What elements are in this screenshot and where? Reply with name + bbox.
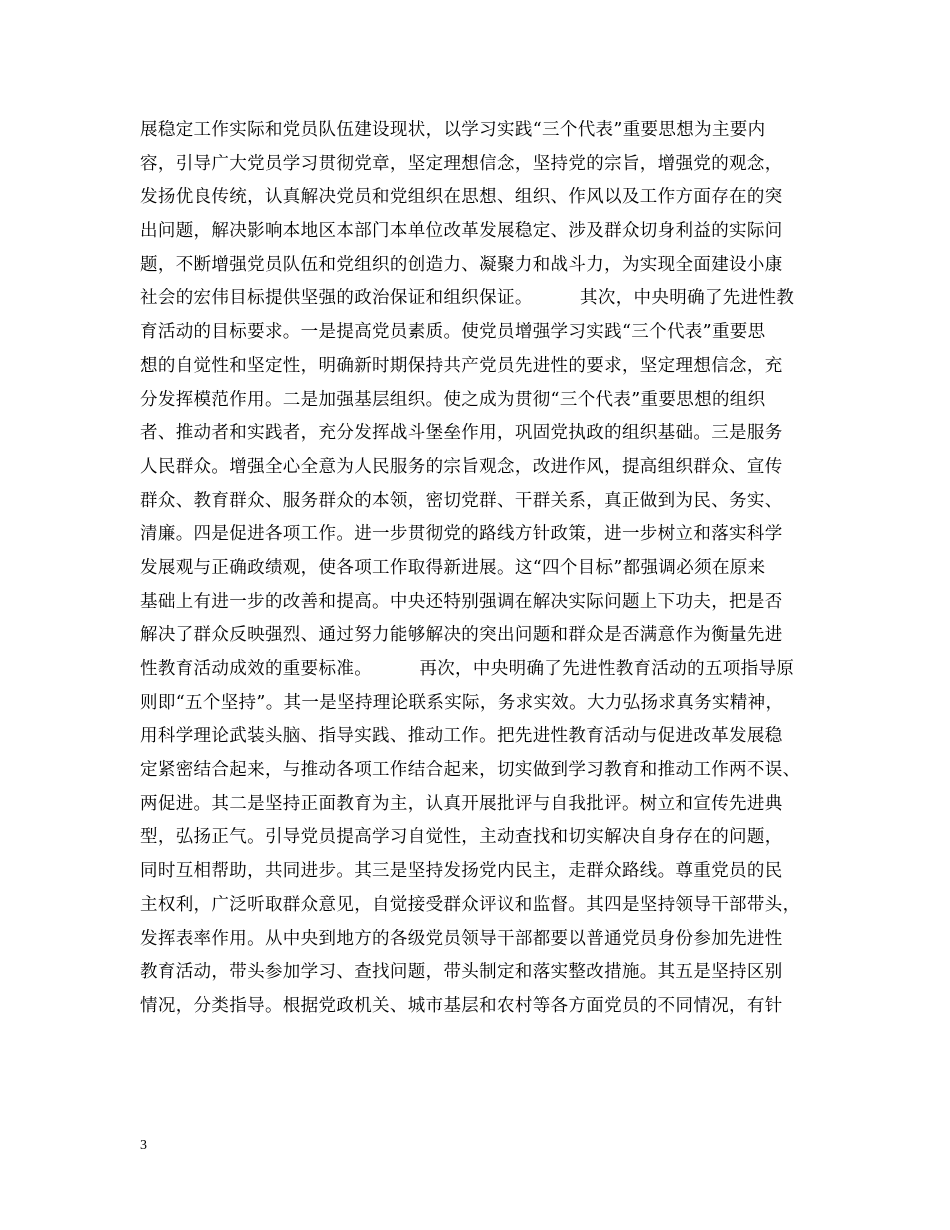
text-line: 发扬优良传统，认真解决党员和党组织在思想、组织、作风以及工作方面存在的突 bbox=[140, 187, 783, 208]
text-line: 解决了群众反映强烈、通过努力能够解决的突出问题和群众是否满意作为衡量先进 bbox=[140, 625, 783, 646]
text-line: 则即“五个坚持”。其一是坚持理论联系实际，务求实效。大力弘扬求真务实精神， bbox=[140, 692, 784, 713]
text-line: 主权利，广泛听取群众意见，自觉接受群众评议和监督。其四是坚持领导干部带头， bbox=[140, 894, 801, 915]
text-line: 发展观与正确政绩观，使各项工作取得新进展。这“四个目标”都强调必须在原来 bbox=[140, 557, 766, 578]
text-line: 定紧密结合起来，与推动各项工作结合起来，切实做到学习教育和推动工作两不误、 bbox=[140, 760, 801, 781]
text-line: 性教育活动成效的重要标准。 再次，中央明确了先进性教育活动的五项指导原 bbox=[140, 659, 795, 679]
text-line: 情况，分类指导。根据党政机关、城市基层和农村等各方面党员的不同情况，有针 bbox=[140, 995, 783, 1016]
text-line: 教育活动，带头参加学习、查找问题，带头制定和落实整改措施。其五是坚持区别 bbox=[140, 962, 783, 983]
text-line: 群众、教育群众、服务群众的本领，密切党群、干群关系，真正做到为民、务实、 bbox=[140, 490, 783, 511]
text-line: 社会的宏伟目标提供坚强的政治保证和组织保证。 其次，中央明确了先进性教 bbox=[140, 288, 795, 309]
text-line: 人民群众。增强全心全意为人民服务的宗旨观念，改进作风，提高组织群众、宣传 bbox=[140, 456, 783, 477]
text-line: 清廉。四是促进各项工作。进一步贯彻党的路线方针政策，进一步树立和落实科学 bbox=[140, 524, 783, 545]
text-line: 发挥表率作用。从中央到地方的各级党员领导干部都要以普通党员身份参加先进性 bbox=[140, 928, 783, 949]
page-number: 3 bbox=[140, 1138, 147, 1153]
text-line: 同时互相帮助，共同进步。其三是坚持发扬党内民主，走群众路线。尊重党员的民 bbox=[140, 861, 783, 882]
text-line: 容，引导广大党员学习贯彻党章，坚定理想信念，坚持党的宗旨，增强党的观念， bbox=[140, 153, 783, 174]
text-line: 出问题，解决影响本地区本部门本单位改革发展稳定、涉及群众切身利益的实际问 bbox=[140, 221, 783, 242]
text-line: 者、推动者和实践者，充分发挥战斗堡垒作用，巩固党执政的组织基础。三是服务 bbox=[140, 423, 783, 444]
text-line: 用科学理论武装头脑、指导实践、推动工作。把先进性教育活动与促进改革发展稳 bbox=[140, 726, 783, 747]
text-line: 题，不断增强党员队伍和党组织的创造力、凝聚力和战斗力，为实现全面建设小康 bbox=[140, 254, 783, 275]
text-line: 型，弘扬正气。引导党员提高学习自觉性，主动查找和切实解决自身存在的问题， bbox=[140, 827, 783, 848]
text-line: 基础上有进一步的改善和提高。中央还特别强调在解决实际问题上下功夫，把是否 bbox=[140, 591, 783, 612]
text-line: 两促进。其二是坚持正面教育为主，认真开展批评与自我批评。树立和宣传先进典 bbox=[140, 793, 783, 814]
text-line: 分发挥模范作用。二是加强基层组织。使之成为贯彻“三个代表”重要思想的组织 bbox=[140, 389, 766, 410]
text-line: 展稳定工作实际和党员队伍建设现状，以学习实践“三个代表”重要思想为主要内 bbox=[140, 120, 766, 140]
text-line: 育活动的目标要求。一是提高党员素质。使党员增强学习实践“三个代表”重要思 bbox=[140, 322, 766, 343]
body-text bbox=[140, 114, 830, 1024]
text-line: 想的自觉性和坚定性，明确新时期保持共产党员先进性的要求，坚定理想信念，充 bbox=[140, 355, 783, 376]
